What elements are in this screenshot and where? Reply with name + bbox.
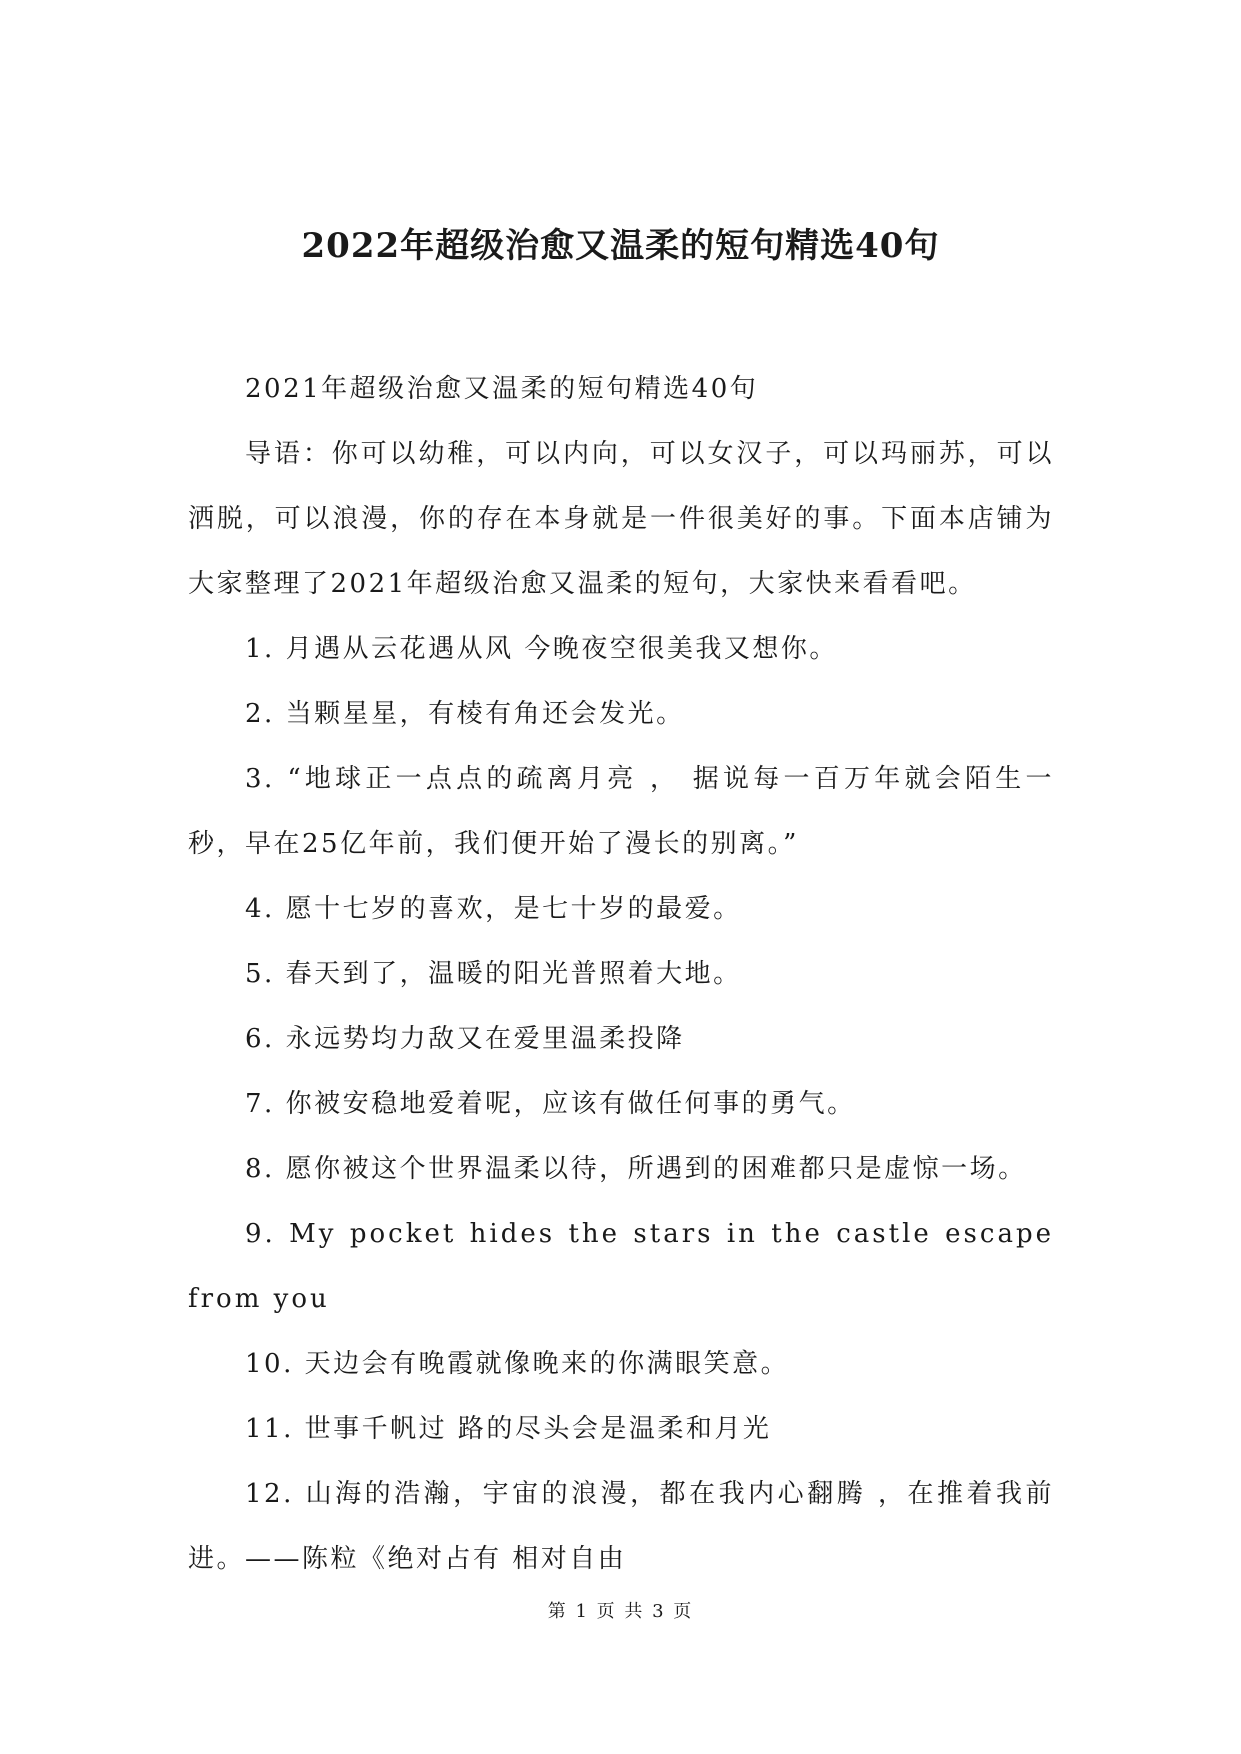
list-item: 10. 天边会有晚霞就像晚来的你满眼笑意。 xyxy=(245,1349,790,1379)
page-number-footer: 第 1 页 共 3 页 xyxy=(547,1601,694,1622)
list-item: 6. 永远势均力敌又在爱里温柔投降 xyxy=(245,1024,685,1054)
list-item: 7. 你被安稳地爱着呢，应该有做任何事的勇气。 xyxy=(245,1089,856,1119)
document-body xyxy=(188,357,1054,1592)
document-title: 2022年超级治愈又温柔的短句精选40句 xyxy=(301,226,940,266)
paragraph-intro: 导语：你可以幼稚，可以内向，可以女汉子，可以玛丽苏，可以洒脱，可以浪漫，你的存在本身就是一件很美好的事。下面本店铺为大家整理了2021年超级治愈又温柔的短句，大家快来看看吧。 xyxy=(188,439,1054,599)
paragraph-subtitle: 2021年超级治愈又温柔的短句精选40句 xyxy=(245,374,759,404)
list-item: 2. 当颗星星，有棱有角还会发光。 xyxy=(245,699,685,729)
list-item: 12. 山海的浩瀚，宇宙的浪漫，都在我内心翻腾 ，在推着我前进。——陈粒《绝对占有 相对自由 xyxy=(188,1479,1054,1574)
list-item: 5. 春天到了，温暖的阳光普照着大地。 xyxy=(245,959,742,989)
list-item: 4. 愿十七岁的喜欢，是七十岁的最爱。 xyxy=(245,894,742,924)
list-item: 3. “地球正一点点的疏离月亮 ， 据说每一百万年就会陌生一秒，早在25亿年前，我们便开始了漫长的别离。” xyxy=(188,764,1054,859)
list-item: 9. My pocket hides the stars in the castle escape from you xyxy=(188,1219,1054,1314)
list-item: 1. 月遇从云花遇从风 今晚夜空很美我又想你。 xyxy=(245,634,838,664)
list-item: 11. 世事千帆过 路的尽头会是温柔和月光 xyxy=(245,1414,772,1444)
list-item: 8. 愿你被这个世界温柔以待，所遇到的困难都只是虚惊一场。 xyxy=(245,1154,1027,1184)
